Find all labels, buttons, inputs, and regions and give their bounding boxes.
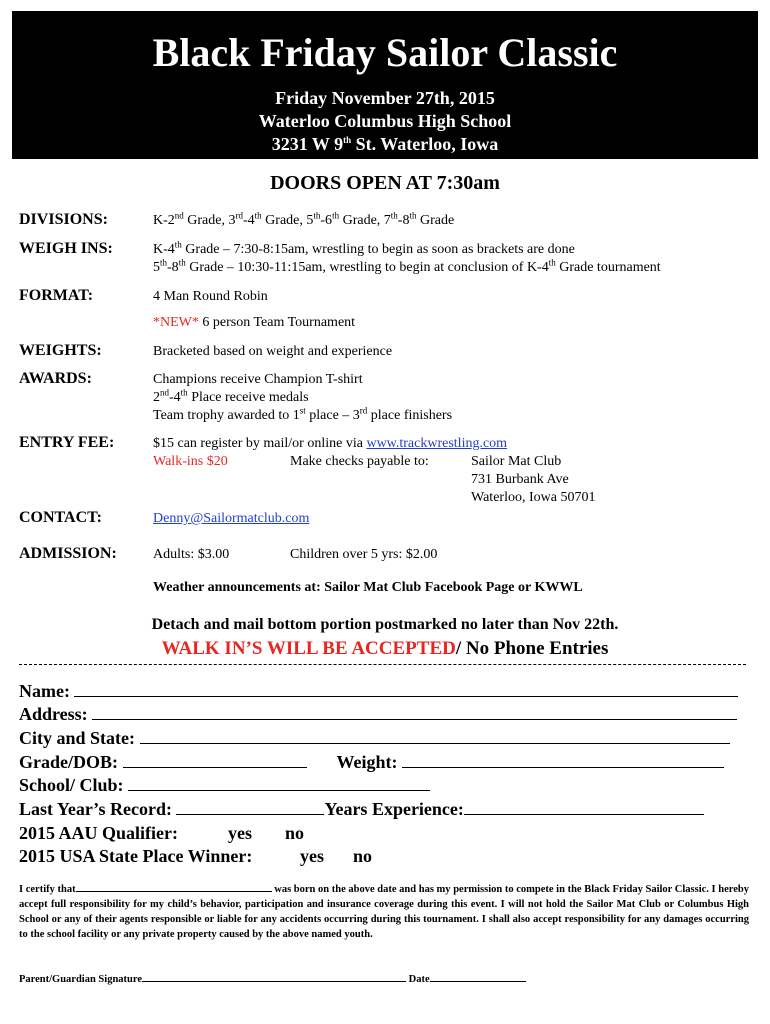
city-state-row: City and State:: [19, 727, 730, 749]
event-date: Friday November 27th, 2015: [275, 88, 495, 108]
format-line-1: 4 Man Round Robin: [153, 289, 268, 304]
event-title: Black Friday Sailor Classic: [152, 30, 618, 75]
years-experience-field[interactable]: [464, 798, 704, 815]
admission-label: ADMISSION:: [19, 545, 117, 562]
child-name-blank[interactable]: [76, 881, 272, 892]
event-address: 3231 W 9th St. Waterloo, Iowa: [271, 134, 499, 154]
weigh-ins-label: WEIGH INS:: [19, 240, 113, 257]
record-experience-row: Last Year’s Record: Years Experience:: [19, 798, 704, 820]
format-line-2: *NEW* 6 person Team Tournament: [153, 315, 356, 330]
no-phone-entries: / No Phone Entries: [455, 638, 609, 659]
school-club-row: School/ Club:: [19, 774, 430, 796]
last-record-field[interactable]: [176, 798, 324, 815]
payee-name: Sailor Mat Club: [471, 454, 562, 469]
address-field[interactable]: [92, 703, 737, 720]
doors-open-heading: DOORS OPEN AT 7:30am: [270, 172, 500, 194]
aau-qualifier-row: 2015 AAU Qualifier:: [19, 823, 178, 843]
admission-children: Children over 5 yrs: $2.00: [290, 547, 438, 562]
new-tag: *NEW*: [153, 315, 199, 330]
walk-ins-fee: Walk-ins $20: [153, 454, 228, 469]
detach-line: [19, 664, 746, 665]
detach-instruction: Detach and mail bottom portion postmarked no later than Nov 22th.: [151, 616, 619, 633]
contact-email-link[interactable]: Denny@Sailormatclub.com: [153, 511, 310, 526]
title-banner: [12, 11, 758, 159]
weights-value: Bracketed based on weight and experience: [153, 344, 393, 359]
aau-no-option[interactable]: no: [285, 823, 305, 843]
weight-field[interactable]: [402, 751, 724, 768]
date-field[interactable]: [430, 971, 526, 982]
checks-payable-label: Make checks payable to:: [290, 454, 429, 469]
name-field[interactable]: [74, 680, 738, 697]
aau-yes-option[interactable]: yes: [228, 823, 252, 843]
walk-ins-accepted: WALK IN’S WILL BE ACCEPTED: [161, 638, 456, 659]
name-row: Name:: [19, 680, 738, 702]
city-state-field[interactable]: [140, 727, 730, 744]
signature-row: Parent/Guardian Signature Date: [19, 971, 526, 985]
entry-fee-label: ENTRY FEE:: [19, 434, 115, 451]
trackwrestling-link[interactable]: www.trackwrestling.com: [366, 436, 508, 451]
awards-label: AWARDS:: [19, 370, 92, 387]
weights-label: WEIGHTS:: [19, 342, 102, 359]
certification-text: I certify that was born on the above date and has my permission to compete in the Black Friday Sailor Classic. I hereby accept full responsibility for my child’s behavior, participation and insurance coverage during this event. I will not hold the Sailor Mat Club or Columbus High School or any of their agents responsible or liable for any accidents occurring during this tournament. I shall also accept responsibility for any damages occurring to the school facility or any private property caused by the above named youth.: [19, 881, 749, 942]
contact-label: CONTACT:: [19, 509, 102, 526]
address-row: Address:: [19, 703, 737, 725]
weigh-ins-line-2: 5th-8th Grade – 10:30-11:15am, wrestling to begin at conclusion of K-4th Grade tournament: [153, 257, 661, 275]
school-club-field[interactable]: [128, 774, 430, 791]
grade-weight-row: Grade/DOB: Weight:: [19, 751, 724, 773]
usa-no-option[interactable]: no: [353, 846, 373, 866]
weather-announcement: Weather announcements at: Sailor Mat Club Facebook Page or KWWL: [153, 580, 583, 595]
usa-yes-option[interactable]: yes: [300, 846, 324, 866]
awards-line-3: Team trophy awarded to 1st place – 3rd place finishers: [153, 405, 453, 423]
format-label: FORMAT:: [19, 287, 94, 304]
payee-street: 731 Burbank Ave: [471, 472, 569, 487]
awards-line-2: 2nd-4th Place receive medals: [153, 387, 309, 405]
admission-adults: Adults: $3.00: [153, 547, 230, 562]
divisions-value: K-2nd Grade, 3rd-4th Grade, 5th-6th Grade, 7th-8th Grade: [153, 210, 455, 228]
payee-city: Waterloo, Iowa 50701: [471, 490, 596, 505]
divisions-label: DIVISIONS:: [19, 211, 108, 228]
signature-field[interactable]: [142, 971, 406, 982]
awards-line-1: Champions receive Champion T-shirt: [153, 372, 363, 387]
grade-dob-field[interactable]: [123, 751, 307, 768]
weigh-ins-line-1: K-4th Grade – 7:30-8:15am, wrestling to begin as soon as brackets are done: [153, 239, 575, 257]
walk-in-notice: [0, 638, 770, 660]
usa-winner-row: 2015 USA State Place Winner:: [19, 846, 253, 866]
event-venue: Waterloo Columbus High School: [258, 111, 512, 131]
entry-fee-line-1: $15 can register by mail/or online via www.trackwrestling.com: [153, 436, 508, 451]
